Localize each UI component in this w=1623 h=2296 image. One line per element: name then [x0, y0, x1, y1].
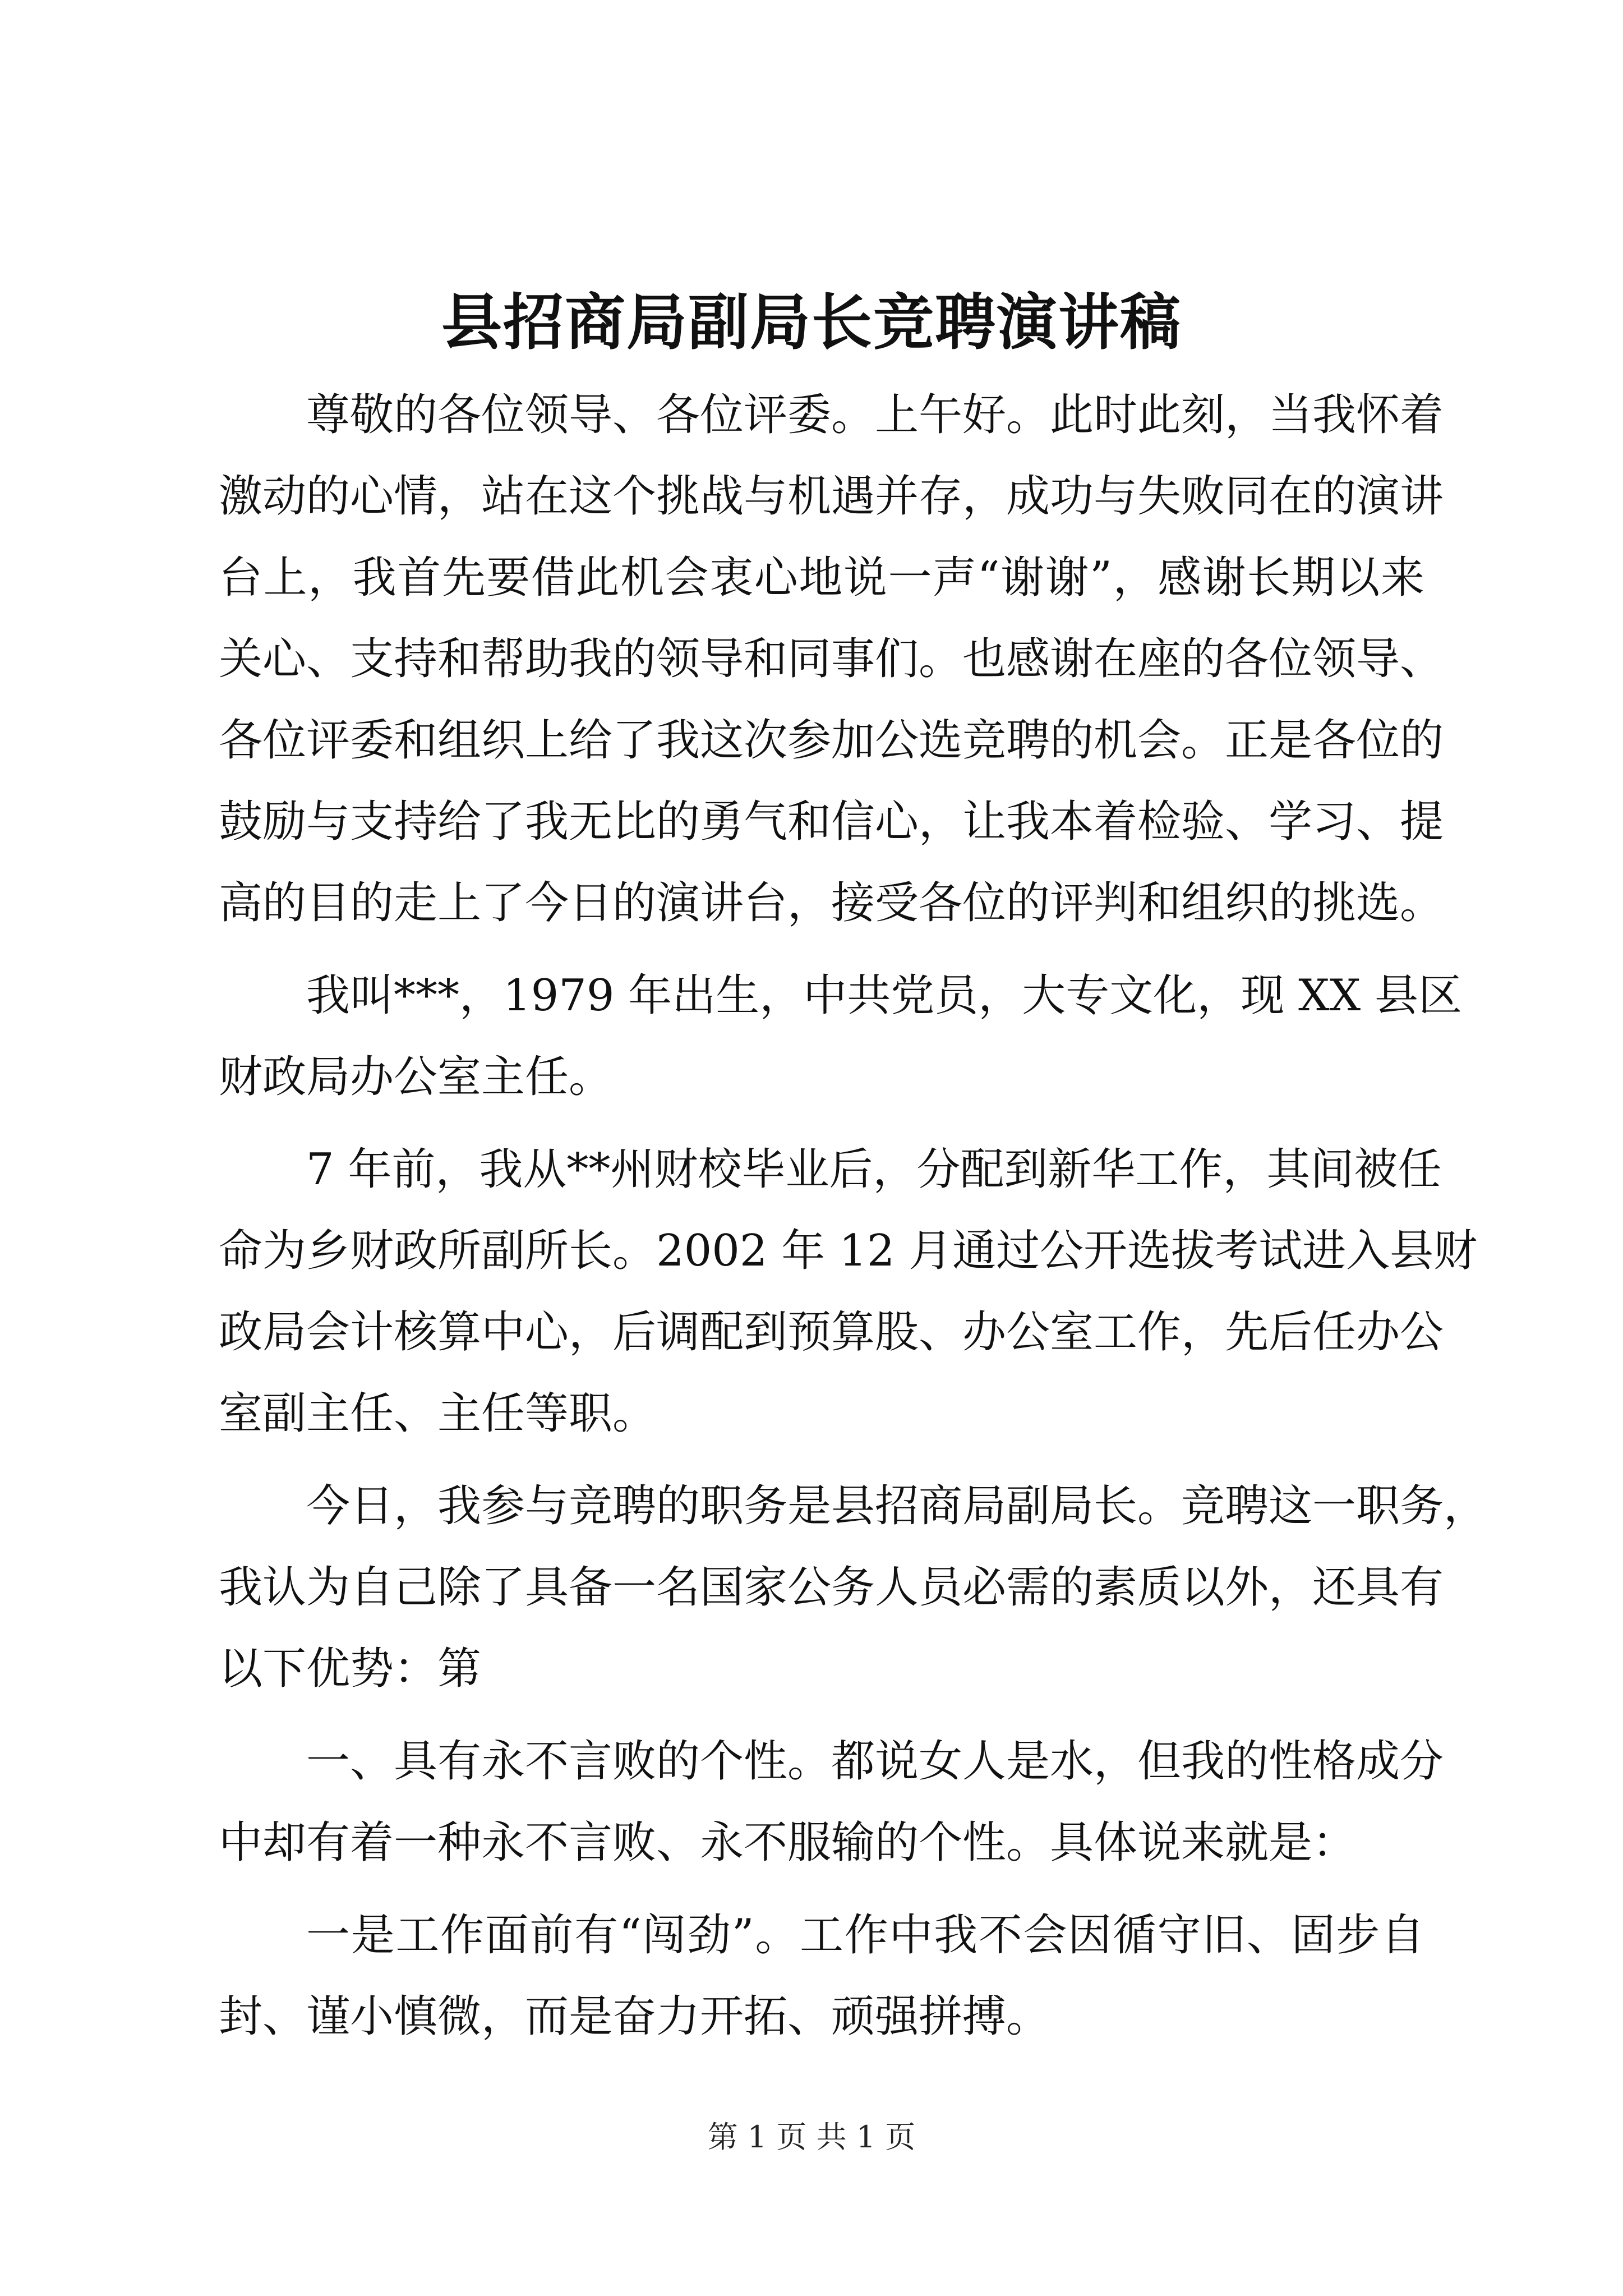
- paragraph-gap: [219, 944, 1424, 955]
- text-line: 一、具有永不言败的个性。都说女人是水，但我的性格成分: [306, 1736, 1444, 1787]
- text-line: 封、谨小慎微，而是奋力开拓、顽强拼搏。: [219, 1991, 1050, 2042]
- text-line: 以下优势：第: [219, 1644, 482, 1694]
- document-title: 县招商局副局长竞聘演讲稿: [441, 287, 1182, 358]
- text-line: 中却有着一种永不言败、永不服输的个性。具体说来就是：: [219, 1818, 1357, 1868]
- text-line: 命为乡财政所副所长。2002 年 12 月通过公开选拔考试进入县财: [219, 1226, 1478, 1276]
- text-line: 各位评委和组织上给了我这次参加公选竞聘的机会。正是各位的: [219, 715, 1444, 766]
- document-body: [219, 375, 1488, 2058]
- page-number-footer: 第 1 页 共 1 页: [707, 2119, 916, 2155]
- text-line: 高的目的走上了今日的演讲台，接受各位的评判和组织的挑选。: [219, 878, 1444, 928]
- text-line: 鼓励与支持给了我无比的勇气和信心，让我本着检验、学习、提: [219, 797, 1444, 847]
- paragraph-gap: [219, 1455, 1424, 1466]
- text-line: 今日，我参与竞聘的职务是县招商局副局长。竞聘这一职务，: [306, 1481, 1488, 1531]
- text-line: 我认为自己除了具备一名国家公务人员必需的素质以外，还具有: [219, 1562, 1444, 1613]
- paragraph-advantage-one: [219, 1721, 1444, 1884]
- text-line: 财政局办公室主任。: [219, 1052, 613, 1102]
- text-line: 台上，我首先要借此机会衷心地说一声“谢谢”，感谢长期以来: [219, 553, 1424, 603]
- paragraph-career: [219, 1129, 1478, 1455]
- paragraph-greeting: [219, 375, 1444, 944]
- paragraph-gap: [219, 1710, 1424, 1721]
- text-line: 我叫***，1979 年出生，中共党员，大专文化，现 XX 县区: [306, 970, 1462, 1021]
- paragraph-gap: [219, 1884, 1424, 1895]
- text-line: 7 年前，我从**州财校毕业后，分配到新华工作，其间被任: [306, 1144, 1442, 1195]
- text-line: 室副主任、主任等职。: [219, 1388, 657, 1439]
- paragraph-introduction: [219, 955, 1462, 1118]
- text-line: 政局会计核算中心，后调配到预算股、办公室工作，先后任办公: [219, 1307, 1444, 1358]
- paragraph-position: [219, 1466, 1488, 1710]
- text-line: 激动的心情，站在这个挑战与机遇并存，成功与失败同在的演讲: [219, 471, 1444, 522]
- text-line: 关心、支持和帮助我的领导和同事们。也感谢在座的各位领导、: [219, 634, 1444, 684]
- text-line: 尊敬的各位领导、各位评委。上午好。此时此刻，当我怀着: [306, 390, 1444, 440]
- text-line: 一是工作面前有“闯劲”。工作中我不会因循守旧、固步自: [306, 1910, 1424, 1961]
- paragraph-drive: [219, 1895, 1424, 2058]
- paragraph-gap: [219, 1118, 1424, 1129]
